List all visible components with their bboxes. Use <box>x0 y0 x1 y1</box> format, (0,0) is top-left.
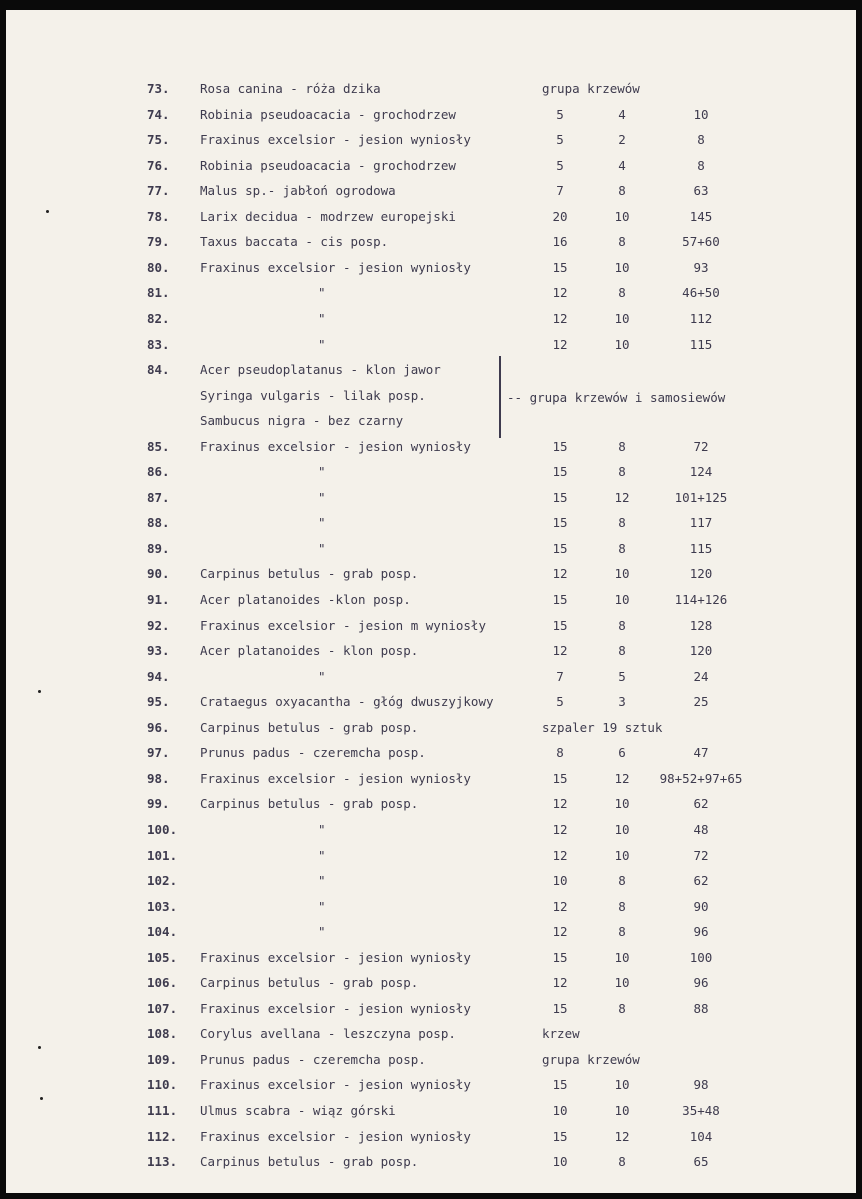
crown-value: 8 <box>618 464 626 480</box>
species-name: Fraxinus excelsior - jesion wyniosły <box>200 949 471 965</box>
circumference-value: 57+60 <box>682 234 720 250</box>
circumference-value: 72 <box>693 847 709 863</box>
species-name: Acer platanoides -klon posp. <box>200 592 411 607</box>
list-item <box>6 1125 856 1149</box>
item-number: 83. <box>147 336 170 352</box>
species-name: Carpinus betulus - grab posp. <box>200 975 419 991</box>
crown-value: 8 <box>618 515 626 531</box>
circumference-value: 8 <box>697 157 705 173</box>
ditto-mark: " <box>318 873 326 889</box>
circumference-value: 115 <box>689 336 713 352</box>
circumference-value: 47 <box>693 745 709 761</box>
item-number: 102. <box>147 873 178 889</box>
height-value: 12 <box>552 975 568 991</box>
item-number: 100. <box>147 821 178 837</box>
height-value: 15 <box>552 515 568 531</box>
crown-value: 12 <box>614 489 630 505</box>
list-item <box>6 971 856 995</box>
crown-value: 3 <box>618 694 626 710</box>
item-number: 107. <box>147 1000 178 1016</box>
species-name: Sambucus nigra - bez czarny <box>200 413 404 429</box>
list-item <box>6 844 856 868</box>
item-note: grupa krzewów <box>542 81 640 96</box>
height-value: 10 <box>552 873 568 889</box>
height-value: 8 <box>556 745 564 761</box>
list-item <box>6 1048 856 1072</box>
height-value: 15 <box>552 438 568 454</box>
document-page <box>6 10 856 1193</box>
crown-value: 10 <box>614 336 630 352</box>
item-number: 97. <box>147 745 170 761</box>
item-number: 89. <box>147 540 170 556</box>
height-value: 12 <box>552 924 568 940</box>
height-value: 5 <box>556 106 564 122</box>
ditto-mark: " <box>318 540 326 556</box>
item-number: 112. <box>147 1128 178 1144</box>
list-item <box>6 1150 856 1174</box>
list-item <box>6 895 856 919</box>
item-number: 76. <box>147 157 170 173</box>
crown-value: 2 <box>618 132 626 148</box>
species-name: Crataegus oxyacantha - głóg dwuszyjkowy <box>200 694 494 710</box>
crown-value: 10 <box>614 796 630 812</box>
height-value: 12 <box>552 310 568 326</box>
species-name: Prunus padus - czeremcha posp. <box>200 1051 426 1067</box>
height-value: 15 <box>552 1000 568 1016</box>
list-item <box>6 818 856 842</box>
crown-value: 5 <box>618 668 626 684</box>
species-name: Carpinus betulus - grab posp. <box>200 1154 419 1170</box>
list-item <box>6 307 856 331</box>
circumference-value: 96 <box>693 924 709 940</box>
circumference-value: 25 <box>693 694 709 710</box>
item-number: 78. <box>147 208 170 224</box>
item-number: 81. <box>147 285 170 301</box>
circumference-value: 112 <box>689 310 713 326</box>
item-number: 79. <box>147 234 170 250</box>
item-number: 105. <box>147 949 178 965</box>
circumference-value: 24 <box>693 668 709 684</box>
species-name: Larix decidua - modrzew europejski <box>200 208 456 224</box>
group-bracket <box>499 356 501 438</box>
circumference-value: 72 <box>693 438 709 454</box>
height-value: 15 <box>552 1128 568 1144</box>
height-value: 15 <box>552 540 568 556</box>
crown-value: 8 <box>618 1000 626 1016</box>
height-value: 5 <box>556 694 564 710</box>
list-item <box>6 920 856 944</box>
species-name: Corylus avellana - leszczyna posp. <box>200 1026 456 1042</box>
crown-value: 10 <box>614 821 630 837</box>
circumference-value: 120 <box>689 643 713 659</box>
circumference-value: 62 <box>693 873 709 889</box>
circumference-value: 65 <box>693 1154 709 1170</box>
height-value: 10 <box>552 1103 568 1118</box>
crown-value: 4 <box>618 106 626 122</box>
crown-value: 10 <box>614 566 630 582</box>
height-value: 15 <box>552 464 568 480</box>
item-number: 113. <box>147 1154 178 1170</box>
circumference-value: 93 <box>693 259 709 275</box>
item-number: 111. <box>147 1103 178 1118</box>
height-value: 5 <box>556 132 564 148</box>
ditto-mark: " <box>318 821 326 837</box>
species-name: Fraxinus excelsior - jesion wyniosły <box>200 1128 471 1144</box>
circumference-value: 8 <box>697 132 705 148</box>
height-value: 12 <box>552 796 568 812</box>
crown-value: 12 <box>614 1128 630 1144</box>
list-item <box>6 409 856 433</box>
species-name: Rosa canina - róża dzika <box>200 81 381 96</box>
circumference-value: 10 <box>693 106 709 122</box>
species-name: Ulmus scabra - wiąz górski <box>200 1103 396 1118</box>
scan-speck <box>38 690 41 693</box>
height-value: 15 <box>552 949 568 965</box>
item-number: 82. <box>147 310 170 326</box>
crown-value: 4 <box>618 157 626 173</box>
height-value: 20 <box>552 208 568 224</box>
circumference-value: 98 <box>693 1077 709 1093</box>
ditto-mark: " <box>318 310 326 326</box>
species-name: Fraxinus excelsior - jesion m wyniosły <box>200 617 486 633</box>
crown-value: 8 <box>618 1154 626 1170</box>
species-name: Taxus baccata - cis posp. <box>200 234 389 250</box>
item-number: 77. <box>147 183 170 199</box>
species-name: Malus sp.- jabłoń ogrodowa <box>200 183 396 199</box>
item-number: 91. <box>147 592 170 607</box>
circumference-value: 63 <box>693 183 709 199</box>
ditto-mark: " <box>318 668 326 684</box>
crown-value: 8 <box>618 183 626 199</box>
crown-value: 8 <box>618 873 626 889</box>
crown-value: 6 <box>618 745 626 761</box>
item-number: 95. <box>147 694 170 710</box>
list-item <box>6 792 856 816</box>
scan-speck <box>46 210 49 213</box>
crown-value: 12 <box>614 770 630 786</box>
crown-value: 8 <box>618 285 626 301</box>
circumference-value: 46+50 <box>682 285 720 301</box>
circumference-value: 100 <box>689 949 713 965</box>
list-item <box>6 333 856 357</box>
crown-value: 8 <box>618 617 626 633</box>
species-name: Robinia pseudoacacia - grochodrzew <box>200 106 456 122</box>
species-name: Fraxinus excelsior - jesion wyniosły <box>200 438 471 454</box>
height-value: 15 <box>552 259 568 275</box>
item-number: 103. <box>147 898 178 914</box>
circumference-value: 120 <box>689 566 713 582</box>
list-item <box>6 435 856 459</box>
crown-value: 10 <box>614 592 630 607</box>
item-number: 104. <box>147 924 178 940</box>
list-item <box>6 358 856 382</box>
crown-value: 8 <box>618 234 626 250</box>
item-number: 109. <box>147 1051 178 1067</box>
item-number: 86. <box>147 464 170 480</box>
list-item <box>6 537 856 561</box>
crown-value: 10 <box>614 259 630 275</box>
height-value: 12 <box>552 821 568 837</box>
list-item <box>6 205 856 229</box>
species-name: Acer platanoides - klon posp. <box>200 643 419 659</box>
item-note: krzew <box>542 1026 580 1042</box>
item-number: 108. <box>147 1026 178 1042</box>
list-item <box>6 281 856 305</box>
list-item <box>6 997 856 1021</box>
list-item <box>6 128 856 152</box>
height-value: 15 <box>552 617 568 633</box>
species-name: Acer pseudoplatanus - klon jawor <box>200 362 441 378</box>
list-item <box>6 154 856 178</box>
list-item <box>6 230 856 254</box>
item-number: 90. <box>147 566 170 582</box>
item-number: 110. <box>147 1077 178 1093</box>
item-number: 88. <box>147 515 170 531</box>
circumference-value: 114+126 <box>674 592 728 607</box>
crown-value: 8 <box>618 924 626 940</box>
list-item <box>6 384 856 408</box>
crown-value: 10 <box>614 949 630 965</box>
ditto-mark: " <box>318 489 326 505</box>
circumference-value: 98+52+97+65 <box>659 770 743 786</box>
height-value: 7 <box>556 668 564 684</box>
item-number: 84. <box>147 362 170 378</box>
species-name: Prunus padus - czeremcha posp. <box>200 745 426 761</box>
item-number: 80. <box>147 259 170 275</box>
item-number: 87. <box>147 489 170 505</box>
scan-speck <box>40 1097 43 1100</box>
list-item <box>6 716 856 740</box>
ditto-mark: " <box>318 924 326 940</box>
ditto-mark: " <box>318 336 326 352</box>
crown-value: 10 <box>614 1077 630 1093</box>
item-number: 92. <box>147 617 170 633</box>
height-value: 12 <box>552 847 568 863</box>
item-number: 85. <box>147 438 170 454</box>
circumference-value: 90 <box>693 898 709 914</box>
item-number: 75. <box>147 132 170 148</box>
list-item <box>6 256 856 280</box>
circumference-value: 117 <box>689 515 713 531</box>
species-name: Carpinus betulus - grab posp. <box>200 796 419 812</box>
list-item <box>6 460 856 484</box>
circumference-value: 145 <box>689 208 713 224</box>
height-value: 15 <box>552 770 568 786</box>
circumference-value: 88 <box>693 1000 709 1016</box>
item-number: 94. <box>147 668 170 684</box>
list-item <box>6 741 856 765</box>
item-number: 96. <box>147 719 170 735</box>
list-item <box>6 665 856 689</box>
circumference-value: 101+125 <box>674 489 728 505</box>
item-number: 74. <box>147 106 170 122</box>
crown-value: 10 <box>614 1103 630 1118</box>
list-item <box>6 1022 856 1046</box>
species-name: Fraxinus excelsior - jesion wyniosły <box>200 1077 471 1093</box>
list-item <box>6 614 856 638</box>
list-item <box>6 486 856 510</box>
height-value: 12 <box>552 336 568 352</box>
list-item <box>6 511 856 535</box>
crown-value: 10 <box>614 310 630 326</box>
height-value: 12 <box>552 566 568 582</box>
ditto-mark: " <box>318 898 326 914</box>
species-name: Carpinus betulus - grab posp. <box>200 719 419 735</box>
list-item <box>6 767 856 791</box>
circumference-value: 48 <box>693 821 709 837</box>
species-name: Fraxinus excelsior - jesion wyniosły <box>200 259 471 275</box>
list-item <box>6 179 856 203</box>
item-number: 106. <box>147 975 178 991</box>
species-name: Fraxinus excelsior - jesion wyniosły <box>200 132 471 148</box>
ditto-mark: " <box>318 464 326 480</box>
circumference-value: 96 <box>693 975 709 991</box>
height-value: 5 <box>556 157 564 173</box>
list-item <box>6 946 856 970</box>
list-item <box>6 77 856 101</box>
list-item <box>6 1073 856 1097</box>
height-value: 15 <box>552 592 568 607</box>
circumference-value: 128 <box>689 617 713 633</box>
height-value: 15 <box>552 1077 568 1093</box>
species-name: Fraxinus excelsior - jesion wyniosły <box>200 770 471 786</box>
list-item <box>6 1099 856 1123</box>
species-name: Carpinus betulus - grab posp. <box>200 566 419 582</box>
group-note: -- grupa krzewów i samosiewów <box>507 390 726 405</box>
height-value: 10 <box>552 1154 568 1170</box>
list-item <box>6 639 856 663</box>
circumference-value: 115 <box>689 540 713 556</box>
ditto-mark: " <box>318 847 326 863</box>
height-value: 15 <box>552 489 568 505</box>
height-value: 12 <box>552 898 568 914</box>
item-number: 98. <box>147 770 170 786</box>
height-value: 12 <box>552 643 568 659</box>
item-note: szpaler 19 sztuk <box>542 719 663 735</box>
height-value: 7 <box>556 183 564 199</box>
item-number: 93. <box>147 643 170 659</box>
item-number: 99. <box>147 796 170 812</box>
list-item <box>6 869 856 893</box>
ditto-mark: " <box>318 515 326 531</box>
scan-speck <box>38 1046 41 1049</box>
list-item <box>6 588 856 612</box>
circumference-value: 62 <box>693 796 709 812</box>
crown-value: 8 <box>618 438 626 454</box>
item-number: 101. <box>147 847 178 863</box>
crown-value: 10 <box>614 975 630 991</box>
height-value: 12 <box>552 285 568 301</box>
list-item <box>6 690 856 714</box>
circumference-value: 104 <box>689 1128 713 1144</box>
crown-value: 8 <box>618 540 626 556</box>
species-name: Fraxinus excelsior - jesion wyniosły <box>200 1000 471 1016</box>
crown-value: 10 <box>614 208 630 224</box>
crown-value: 8 <box>618 898 626 914</box>
list-item <box>6 562 856 586</box>
item-note: grupa krzewów <box>542 1051 640 1067</box>
height-value: 16 <box>552 234 568 250</box>
crown-value: 8 <box>618 643 626 659</box>
ditto-mark: " <box>318 285 326 301</box>
circumference-value: 35+48 <box>682 1103 720 1118</box>
list-item <box>6 103 856 127</box>
species-name: Robinia pseudoacacia - grochodrzew <box>200 157 456 173</box>
species-name: Syringa vulgaris - lilak posp. <box>200 387 426 403</box>
crown-value: 10 <box>614 847 630 863</box>
item-number: 73. <box>147 81 170 96</box>
circumference-value: 124 <box>689 464 713 480</box>
